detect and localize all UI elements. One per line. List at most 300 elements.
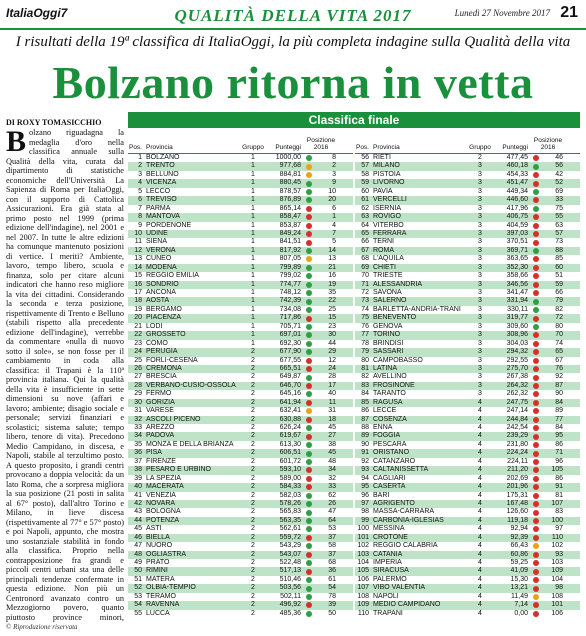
table-row	[128, 230, 353, 238]
cell-group: 2	[251, 499, 255, 507]
cell-province: ORISTANO	[373, 449, 410, 457]
table-row	[128, 179, 353, 187]
table-row	[128, 449, 353, 457]
green-dot-icon	[306, 425, 312, 431]
cell-prev-position: 61	[328, 575, 336, 583]
cell-group: 2	[251, 398, 255, 406]
green-dot-icon	[306, 299, 312, 305]
red-dot-icon	[533, 476, 539, 482]
trend-indicator	[531, 551, 541, 558]
red-dot-icon	[533, 602, 539, 608]
red-dot-icon	[306, 476, 312, 482]
cell-group: 1	[251, 213, 255, 221]
trend-indicator	[304, 501, 314, 508]
table-row	[128, 492, 353, 500]
trend-indicator	[531, 205, 541, 212]
cell-group: 3	[478, 196, 482, 204]
table-row	[128, 475, 353, 483]
cell-prev-position: 104	[551, 575, 563, 583]
cell-province: TRIESTE	[373, 272, 403, 280]
cell-position: 98	[361, 508, 369, 516]
cell-score: 563,35	[279, 516, 301, 524]
cell-score: 649,87	[279, 373, 301, 381]
cell-province: L'AQUILA	[373, 255, 404, 263]
cell-prev-position: 21	[328, 263, 336, 271]
cell-group: 2	[251, 601, 255, 609]
cell-province: COMO	[146, 339, 168, 347]
red-dot-icon	[533, 214, 539, 220]
cell-province: FERRARA	[373, 229, 407, 237]
cell-position: 38	[134, 466, 142, 474]
cell-group: 4	[478, 449, 482, 457]
cell-prev-position: 45	[328, 449, 336, 457]
cell-group: 1	[251, 297, 255, 305]
cell-prev-position: 97	[555, 525, 563, 533]
trend-indicator	[531, 458, 541, 465]
trend-indicator	[531, 408, 541, 415]
cell-province: REGGIO CALABRIA	[373, 542, 438, 550]
trend-indicator	[304, 568, 314, 575]
cell-prev-position: 52	[555, 179, 563, 187]
cell-position: 8	[138, 213, 142, 221]
table-row	[355, 281, 580, 289]
cell-score: 341,47	[506, 289, 528, 296]
cell-position: 54	[134, 601, 142, 609]
trend-indicator	[531, 560, 541, 567]
cell-position: 3	[138, 170, 142, 178]
cell-province: FORLÌ-CESENA	[146, 356, 198, 364]
cell-group: 3	[478, 305, 482, 313]
table-row	[128, 542, 353, 550]
cell-group: 2	[251, 592, 255, 600]
table-row	[128, 601, 353, 609]
red-dot-icon	[533, 501, 539, 507]
table-row	[355, 500, 580, 508]
table-row	[355, 230, 580, 238]
cell-prev-position: 51	[555, 272, 563, 280]
cell-position: 96	[361, 491, 369, 499]
cell-group: 3	[478, 229, 482, 237]
cell-score: 485,36	[279, 609, 301, 617]
cell-score: 630,88	[279, 415, 301, 423]
cell-score: 92,39	[510, 533, 528, 541]
table-row	[128, 162, 353, 170]
cell-group: 1	[251, 280, 255, 288]
cell-province: PESARO E URBINO	[146, 466, 211, 474]
red-dot-icon	[306, 214, 312, 220]
table-row	[128, 399, 353, 407]
cell-province: CAMPOBASSO	[373, 356, 423, 364]
trend-indicator	[531, 315, 541, 322]
cell-position: 74	[361, 305, 369, 313]
table-row	[128, 205, 353, 213]
cell-position: 57	[361, 162, 369, 170]
table-row	[355, 314, 580, 322]
table-row	[355, 508, 580, 516]
trend-indicator	[531, 568, 541, 575]
cell-group: 4	[478, 499, 482, 507]
cell-position: 107	[357, 584, 369, 592]
table-row	[128, 500, 353, 508]
cell-province: ENNA	[373, 424, 393, 431]
cell-province: TRAPANI	[373, 609, 403, 617]
cell-prev-position: 55	[555, 213, 563, 221]
cell-province: ASTI	[146, 525, 162, 533]
trend-indicator	[531, 509, 541, 516]
cell-province: SONDRIO	[146, 280, 179, 288]
cell-position: 13	[134, 255, 142, 263]
cell-province: OGLIASTRA	[146, 550, 187, 558]
cell-position: 62	[361, 204, 369, 212]
cell-group: 1	[251, 221, 255, 229]
cell-score: 559,72	[279, 533, 301, 541]
cell-position: 52	[134, 584, 142, 592]
red-dot-icon	[306, 366, 312, 372]
table-row	[128, 365, 353, 373]
cell-position: 56	[361, 154, 369, 161]
cell-province: REGGIO EMILIA	[146, 272, 199, 280]
cell-score: 503,56	[279, 584, 301, 592]
trend-indicator	[304, 518, 314, 525]
red-dot-icon	[533, 518, 539, 524]
cell-province: PALERMO	[373, 575, 407, 583]
cell-group: 3	[478, 263, 482, 271]
cell-position: 84	[361, 390, 369, 398]
cell-position: 87	[361, 415, 369, 423]
table-row	[355, 584, 580, 592]
table-row	[355, 171, 580, 179]
table-row	[128, 289, 353, 297]
trend-indicator	[304, 534, 314, 541]
cell-group: 2	[251, 381, 255, 389]
trend-indicator	[304, 450, 314, 457]
table-row	[128, 188, 353, 196]
cell-group: 2	[251, 525, 255, 533]
cell-province: MASSA-CARRARA	[373, 508, 435, 516]
red-dot-icon	[306, 383, 312, 389]
trend-indicator	[531, 231, 541, 238]
trend-indicator	[531, 155, 541, 162]
red-dot-icon	[533, 434, 539, 440]
cell-group: 2	[251, 508, 255, 516]
cell-group: 1	[251, 305, 255, 313]
trend-indicator	[304, 425, 314, 432]
cell-prev-position: 82	[555, 305, 563, 313]
cell-group: 2	[251, 415, 255, 423]
green-dot-icon	[306, 181, 312, 187]
cell-province: ANCONA	[146, 289, 176, 296]
cell-position: 22	[134, 331, 142, 339]
cell-position: 41	[134, 491, 142, 499]
cell-province: BIELLA	[146, 533, 170, 541]
cell-position: 110	[357, 609, 369, 617]
cell-position: 47	[134, 542, 142, 550]
table-row	[355, 441, 580, 449]
trend-indicator	[531, 450, 541, 457]
cell-group: 4	[478, 525, 482, 533]
cell-group: 2	[251, 424, 255, 431]
table-title: Classifica finale	[128, 112, 580, 128]
green-dot-icon	[306, 324, 312, 330]
cell-group: 1	[251, 187, 255, 195]
cell-province: CASERTA	[373, 483, 406, 491]
cell-position: 7	[138, 204, 142, 212]
trend-indicator	[304, 408, 314, 415]
trend-indicator	[304, 239, 314, 246]
red-dot-icon	[533, 231, 539, 237]
cell-position: 91	[361, 449, 369, 457]
cell-score: 309,60	[506, 322, 528, 330]
cell-score: 292,55	[506, 356, 528, 364]
cell-group: 3	[478, 364, 482, 372]
cell-position: 17	[134, 289, 142, 296]
table-row	[355, 525, 580, 533]
green-dot-icon	[533, 206, 539, 212]
cell-group: 4	[478, 567, 482, 575]
cell-prev-position: 20	[328, 196, 336, 204]
trend-indicator	[531, 248, 541, 255]
cell-score: 369,71	[506, 246, 528, 254]
cell-prev-position: 80	[555, 322, 563, 330]
cell-position: 70	[361, 272, 369, 280]
orange-dot-icon	[306, 164, 312, 170]
cell-group: 2	[478, 154, 482, 161]
cell-prev-position: 40	[328, 390, 336, 398]
cell-score: 884,81	[279, 170, 301, 178]
cell-group: 1	[251, 154, 255, 161]
trend-indicator	[304, 323, 314, 330]
trend-indicator	[531, 577, 541, 584]
cell-score: 264,32	[506, 381, 528, 389]
cell-group: 4	[478, 516, 482, 524]
cell-prev-position: 88	[555, 246, 563, 254]
cell-score: 543,29	[279, 542, 301, 550]
subheadline: I risultati della 19ª classifica di ItaliaOggi, la più completa indagine sulla Qualità della vita	[15, 34, 571, 50]
table-row	[128, 306, 353, 314]
cell-score: 613,30	[279, 440, 301, 448]
red-dot-icon	[533, 240, 539, 246]
cell-position: 86	[361, 407, 369, 415]
cell-province: SASSARI	[373, 348, 404, 356]
green-dot-icon	[306, 282, 312, 288]
cell-score: 406,75	[506, 213, 528, 221]
cell-province: ROVIGO	[373, 213, 402, 221]
cell-position: 27	[134, 373, 142, 381]
cell-province: PISA	[146, 449, 162, 457]
red-dot-icon	[533, 484, 539, 490]
cell-score: 858,47	[279, 213, 301, 221]
red-dot-icon	[533, 223, 539, 229]
red-dot-icon	[306, 400, 312, 406]
cell-score: 606,51	[279, 449, 301, 457]
cell-province: FERMO	[146, 390, 172, 398]
table-row	[355, 601, 580, 609]
cell-score: 267,38	[506, 373, 528, 381]
table-row	[355, 196, 580, 204]
cell-prev-position: 11	[328, 398, 336, 406]
cell-prev-position: 70	[555, 331, 563, 339]
cell-position: 35	[134, 440, 142, 448]
table-row	[128, 551, 353, 559]
red-dot-icon	[533, 535, 539, 541]
headline: Bolzano ritorna in vetta	[52, 57, 534, 108]
cell-position: 68	[361, 255, 369, 263]
table-row	[355, 475, 580, 483]
red-dot-icon	[533, 425, 539, 431]
cell-group: 3	[478, 390, 482, 398]
cell-group: 1	[251, 289, 255, 296]
cell-score: 517,13	[279, 567, 301, 575]
table-row	[355, 567, 580, 575]
cell-group: 3	[478, 381, 482, 389]
red-dot-icon	[533, 290, 539, 296]
cell-prev-position: 96	[555, 457, 563, 465]
cell-province: UDINE	[146, 229, 168, 237]
table-row	[128, 331, 353, 339]
trend-indicator	[531, 172, 541, 179]
cell-province: CARBONIA-IGLESIAS	[373, 516, 444, 524]
cell-score: 126,60	[506, 508, 528, 516]
cell-score: 0,00	[514, 609, 528, 617]
cell-score: 231,80	[506, 440, 528, 448]
cell-score: 697,01	[279, 331, 301, 339]
cell-prev-position: 57	[555, 229, 563, 237]
cell-prev-position: 14	[328, 246, 336, 254]
cell-province: PADOVA	[146, 432, 175, 440]
cell-province: VERCELLI	[373, 196, 407, 204]
trend-indicator	[531, 484, 541, 491]
red-dot-icon	[306, 240, 312, 246]
cell-position: 16	[134, 280, 142, 288]
cell-score: 641,94	[279, 398, 301, 406]
cell-group: 4	[478, 601, 482, 609]
green-dot-icon	[306, 451, 312, 457]
cell-prev-position: 84	[555, 424, 563, 431]
cell-score: 59,25	[510, 559, 528, 566]
cell-group: 2	[251, 474, 255, 482]
trend-indicator	[304, 551, 314, 558]
red-dot-icon	[533, 493, 539, 499]
cell-score: 404,59	[506, 221, 528, 229]
red-dot-icon	[306, 231, 312, 237]
trend-indicator	[304, 349, 314, 356]
trend-indicator	[304, 172, 314, 179]
cell-position: 48	[134, 550, 142, 558]
section-title: QUALITÀ DELLA VITA 2017	[174, 6, 412, 25]
table-row	[355, 272, 580, 280]
cell-prev-position: 1	[332, 213, 336, 221]
cell-score: 705,71	[279, 322, 301, 330]
trend-indicator	[531, 197, 541, 204]
table-row	[355, 205, 580, 213]
table-row	[355, 542, 580, 550]
cell-score: 275,70	[506, 364, 528, 372]
cell-prev-position: 85	[555, 255, 563, 263]
table-row	[128, 508, 353, 516]
cell-position: 55	[134, 609, 142, 617]
header-group: Gruppo	[242, 144, 264, 151]
cell-score: 477,45	[506, 154, 528, 161]
cell-province: MONZA E DELLA BRIANZA	[146, 440, 234, 448]
cell-province: IMPERIA	[373, 559, 402, 566]
cell-group: 4	[478, 592, 482, 600]
cell-province: AVELLINO	[373, 373, 407, 381]
trend-indicator	[531, 442, 541, 449]
cell-position: 1	[138, 154, 142, 161]
cell-province: CAGLIARI	[373, 474, 406, 482]
trend-indicator	[304, 256, 314, 263]
cell-position: 53	[134, 592, 142, 600]
cell-province: SAVONA	[373, 289, 402, 296]
trend-indicator	[531, 340, 541, 347]
cell-score: 7,14	[514, 601, 528, 609]
cell-score: 865,14	[279, 204, 301, 212]
cell-prev-position: 86	[555, 440, 563, 448]
cell-province: BERGAMO	[146, 305, 182, 313]
cell-prev-position: 98	[555, 584, 563, 592]
cell-province: AGRIGENTO	[373, 499, 415, 507]
cell-group: 4	[478, 424, 482, 431]
cell-prev-position: 87	[555, 381, 563, 389]
table-body	[128, 154, 353, 618]
cell-position: 31	[134, 407, 142, 415]
cell-province: LECCO	[146, 187, 171, 195]
orange-dot-icon	[306, 408, 312, 414]
cell-group: 4	[478, 584, 482, 592]
cell-score: 665,51	[279, 364, 301, 372]
red-dot-icon	[533, 349, 539, 355]
table-row	[128, 314, 353, 322]
cell-province: BARLETTA-ANDRIA-TRANI	[373, 305, 461, 313]
cell-group: 3	[478, 348, 482, 356]
table-row	[355, 458, 580, 466]
trend-indicator	[304, 416, 314, 423]
green-dot-icon	[533, 324, 539, 330]
cell-province: PORDENONE	[146, 221, 192, 229]
table-row	[128, 424, 353, 432]
cell-province: BOLZANO	[146, 154, 180, 161]
table-row	[128, 272, 353, 280]
cell-score: 584,33	[279, 483, 301, 491]
table-row	[355, 483, 580, 491]
table-row	[355, 551, 580, 559]
cell-position: 37	[134, 457, 142, 465]
table-row	[128, 458, 353, 466]
trend-indicator	[531, 433, 541, 440]
cell-score: 201,96	[506, 483, 528, 491]
cell-prev-position: 50	[328, 609, 336, 617]
cell-prev-position: 86	[555, 474, 563, 482]
cell-position: 69	[361, 263, 369, 271]
cell-group: 4	[478, 415, 482, 423]
cell-position: 44	[134, 516, 142, 524]
trend-indicator	[304, 610, 314, 617]
cell-prev-position: 100	[551, 516, 563, 524]
cell-score: 799,02	[279, 272, 301, 280]
green-dot-icon	[306, 526, 312, 532]
cell-position: 20	[134, 314, 142, 322]
masthead	[0, 0, 586, 30]
cell-position: 2	[138, 162, 142, 170]
cell-position: 49	[134, 559, 142, 566]
trend-indicator	[531, 534, 541, 541]
cell-position: 83	[361, 381, 369, 389]
cell-score: 807,05	[279, 255, 301, 263]
red-dot-icon	[306, 316, 312, 322]
trend-indicator	[304, 298, 314, 305]
cell-group: 3	[478, 314, 482, 322]
trend-indicator	[531, 332, 541, 339]
